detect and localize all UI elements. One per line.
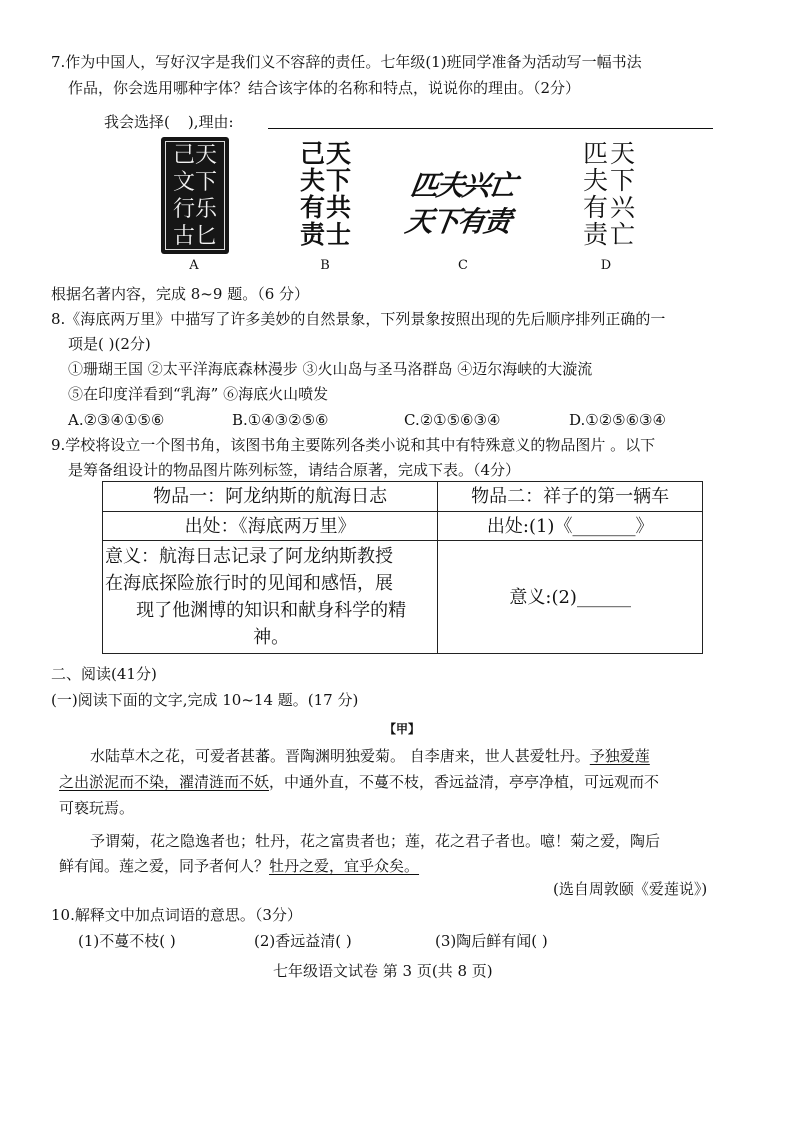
meaning1-line: 在海底探险旅行时的见闻和感悟，展 [105, 573, 393, 594]
passage-p2-line2 [59, 856, 419, 876]
calligraphy-option-a [161, 137, 229, 254]
cal-b-row: 有共 [299, 193, 352, 222]
subsection-1-title: (一)阅读下面的文字,完成 10~14 题。(17 分) [51, 691, 359, 709]
passage-p1-line3: 可亵玩焉。 [59, 799, 135, 817]
page-footer: 七年级语文试卷 第 3 页(共 8 页) [273, 962, 493, 980]
q10-line: 10.解释文中加点词语的意思。（3分） [51, 906, 302, 924]
passage-jia-marker: 【甲】 [384, 722, 421, 736]
q10-item-2[interactable]: (2)香远益清( ) [254, 932, 352, 950]
passage-source: (选自周敦颐《爱莲说》) [553, 880, 708, 898]
p1-text: ，中通外直，不蔓不枝，香远益清，亭亭净植，可远观而不 [269, 773, 660, 791]
meaning1-line: 神。 [253, 627, 290, 648]
q8-choice-c: C.②①⑤⑥③④ [404, 411, 501, 429]
section-2-title: 二、阅读(41分) [51, 665, 157, 683]
cal-d-row: 夫下 [582, 166, 637, 195]
p2-underlined: 牡丹之爱，宜乎众矣。 [269, 857, 420, 875]
q7-line2: 作品，你会选用哪种字体？结合该字体的名称和特点，说说你的理由。（2分） [68, 79, 581, 97]
cal-b-row: 己天 [299, 139, 352, 168]
q8-choice-a: A.②③④①⑤⑥ [68, 411, 165, 429]
table-meaning-item2[interactable]: 意义:(2)______ [438, 541, 703, 654]
passage-p1-line1 [90, 746, 650, 766]
p1-underlined: 予独爱莲 [589, 747, 650, 765]
cal-a-row: 文下 [172, 170, 217, 195]
calligraphy-option-c [403, 168, 533, 240]
q8-line2: 项是( )(2分) [68, 335, 151, 353]
cal-d-row: 责亡 [582, 220, 637, 249]
table-header-item2: 物品二：祥子的第一辆车 [438, 482, 703, 512]
meaning1-line: 现了他渊博的知识和献身科学的精 [136, 600, 407, 621]
table-source-item1: 出处：《海底两万里》 [103, 512, 438, 541]
q9-line1: 9.学校将设立一个图书角，该图书角主要陈列各类小说和其中有特殊意义的物品图片 。以下 [51, 436, 656, 454]
meaning1-line: 意义：航海日志记录了阿龙纳斯教授 [105, 546, 393, 567]
calligraphy-option-d [580, 140, 640, 248]
cal-a-row: 古匕 [172, 224, 217, 249]
exhibit-label-table [102, 481, 703, 654]
intro-8-9: 根据名著内容，完成 8~9 题。（6 分） [51, 285, 310, 303]
option-b-label: B [320, 258, 330, 273]
cal-b-row: 夫下 [299, 166, 352, 195]
cal-d-row: 有兴 [582, 193, 637, 222]
cal-a-row: 行乐 [172, 197, 217, 222]
table-source-item2[interactable]: 出处:(1)《_______》 [438, 512, 703, 541]
q7-answer-prefix: 我会选择( [104, 113, 170, 131]
passage-p2-line1: 予谓菊，花之隐逸者也；牡丹，花之富贵者也；莲，花之君子者也。噫！菊之爱，陶后 [90, 832, 661, 850]
cal-c-row: 匹夫兴亡 [408, 169, 517, 202]
calligraphy-option-b [296, 140, 356, 248]
option-c-label: C [458, 258, 468, 273]
option-d-label: D [600, 258, 612, 273]
table-meaning-item1 [103, 541, 438, 654]
q8-line4: ⑤在印度洋看到“乳海” ⑥海底火山喷发 [68, 385, 329, 403]
cal-c-row: 天下有责 [403, 205, 512, 238]
q10-item-1[interactable]: (1)不蔓不枝( ) [78, 932, 176, 950]
table-header-item1: 物品一：阿龙纳斯的航海日志 [103, 482, 438, 512]
q7-answer-line [104, 112, 234, 132]
p1-underlined: 之出淤泥而不染，濯清涟而不妖 [59, 773, 270, 791]
q8-choice-b: B.①④③②⑤⑥ [232, 411, 329, 429]
p1-text: 水陆草木之花，可爱者甚蕃。晋陶渊明独爱菊。 自李唐来，世人甚爱牡丹。 [90, 747, 590, 765]
p2-text: 鲜有闻。莲之爱，同予者何人？ [59, 857, 270, 875]
q8-line1: 8.《海底两万里》中描写了许多美妙的自然景象，下列景象按照出现的先后顺序排列正确的一 [51, 310, 666, 328]
cal-a-row: 己天 [172, 143, 217, 168]
q8-line3: ①珊瑚王国 ②太平洋海底森林漫步 ③火山岛与圣马洛群岛 ④迈尔海峡的大漩流 [68, 360, 593, 378]
q8-choice-d: D.①②⑤⑥③④ [569, 411, 666, 429]
q10-item-3[interactable]: (3)陶后鲜有闻( ) [435, 932, 548, 950]
option-a-label: A [189, 258, 199, 273]
q7-reason-blank[interactable] [268, 128, 713, 129]
cal-b-row: 责士 [299, 220, 352, 249]
cal-d-row: 匹天 [582, 139, 637, 168]
q9-line2: 是筹备组设计的物品图片陈列标签，请结合原著，完成下表。（4分） [68, 461, 521, 479]
passage-p1-line2 [59, 772, 659, 792]
q7-line1: 7.作为中国人，写好汉字是我们义不容辞的责任。七年级(1)班同学准备为活动写一幅书法 [51, 53, 642, 71]
q7-answer-mid: ),理由: [187, 113, 234, 131]
